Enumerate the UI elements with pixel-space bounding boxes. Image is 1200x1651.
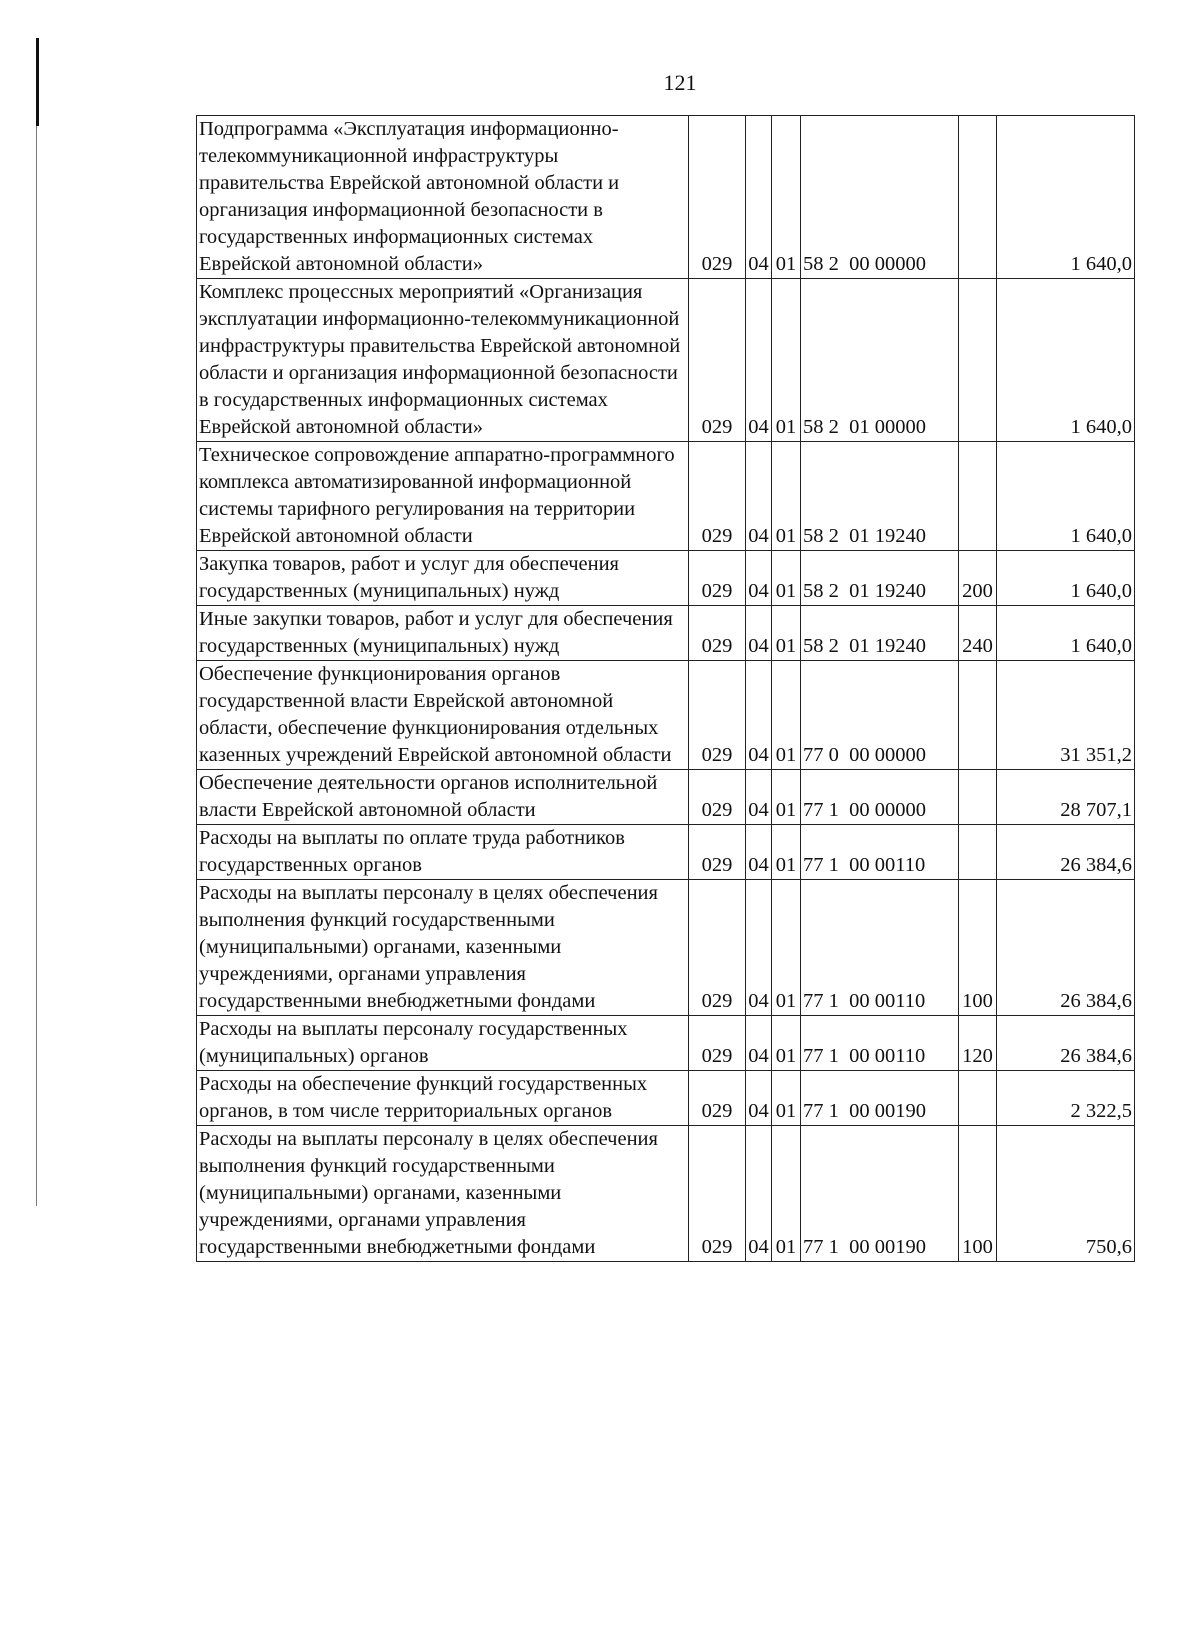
row-name: Обеспечение функционирования органов государственной власти Еврейской автономной области, обеспечение функционирования отдельных казенных учреждений Еврейской автономной области — [197, 661, 689, 770]
table-row — [197, 661, 1135, 770]
row-target-article-code: 77 1 00 00190 — [801, 1071, 959, 1126]
row-grbs-code: 029 — [689, 606, 746, 661]
row-section-code: 04 — [746, 1071, 772, 1126]
row-name: Расходы на выплаты персоналу государственных (муниципальных) органов — [197, 1016, 689, 1071]
row-amount: 31 351,2 — [997, 661, 1135, 770]
row-expense-type-code — [959, 1071, 997, 1126]
row-grbs-code: 029 — [689, 880, 746, 1016]
row-section-code: 04 — [746, 279, 772, 442]
row-expense-type-code: 240 — [959, 606, 997, 661]
row-amount: 1 640,0 — [997, 442, 1135, 551]
row-target-article-code: 77 1 00 00110 — [801, 825, 959, 880]
row-subsection-code: 01 — [772, 279, 801, 442]
row-amount: 1 640,0 — [997, 279, 1135, 442]
row-name: Подпрограмма «Эксплуатация информационно-телекоммуникационной инфраструктуры правительства Еврейской автономной области и организация информационной безопасности в государственных информационных системах Еврейской автономной области» — [197, 116, 689, 279]
row-subsection-code: 01 — [772, 770, 801, 825]
row-subsection-code: 01 — [772, 1126, 801, 1262]
row-section-code: 04 — [746, 661, 772, 770]
row-grbs-code: 029 — [689, 116, 746, 279]
row-amount: 750,6 — [997, 1126, 1135, 1262]
row-section-code: 04 — [746, 825, 772, 880]
row-grbs-code: 029 — [689, 770, 746, 825]
row-subsection-code: 01 — [772, 442, 801, 551]
row-target-article-code: 77 1 00 00110 — [801, 880, 959, 1016]
row-grbs-code: 029 — [689, 279, 746, 442]
row-grbs-code: 029 — [689, 1016, 746, 1071]
row-section-code: 04 — [746, 606, 772, 661]
row-amount: 1 640,0 — [997, 551, 1135, 606]
row-grbs-code: 029 — [689, 442, 746, 551]
table-row — [197, 551, 1135, 606]
row-expense-type-code: 100 — [959, 880, 997, 1016]
table-row — [197, 825, 1135, 880]
row-name: Расходы на выплаты персоналу в целях обеспечения выполнения функций государственными (муниципальными) органами, казенными учреждениями, органами управления государственными внебюджетными фондами — [197, 1126, 689, 1262]
table-row — [197, 770, 1135, 825]
row-grbs-code: 029 — [689, 1071, 746, 1126]
table-row — [197, 1016, 1135, 1071]
row-name: Техническое сопровождение аппаратно-программного комплекса автоматизированной информационной системы тарифного регулирования на территории Еврейской автономной области — [197, 442, 689, 551]
row-grbs-code: 029 — [689, 661, 746, 770]
row-name: Закупка товаров, работ и услуг для обеспечения государственных (муниципальных) нужд — [197, 551, 689, 606]
row-expense-type-code — [959, 770, 997, 825]
budget-table — [196, 115, 1135, 1262]
row-subsection-code: 01 — [772, 606, 801, 661]
row-expense-type-code — [959, 661, 997, 770]
row-grbs-code: 029 — [689, 825, 746, 880]
row-grbs-code: 029 — [689, 551, 746, 606]
row-target-article-code: 58 2 01 19240 — [801, 551, 959, 606]
row-subsection-code: 01 — [772, 1016, 801, 1071]
table-row — [197, 1126, 1135, 1262]
row-subsection-code: 01 — [772, 825, 801, 880]
row-expense-type-code — [959, 279, 997, 442]
row-amount: 26 384,6 — [997, 880, 1135, 1016]
row-amount: 28 707,1 — [997, 770, 1135, 825]
row-target-article-code: 77 0 00 00000 — [801, 661, 959, 770]
row-target-article-code: 58 2 01 19240 — [801, 442, 959, 551]
row-target-article-code: 58 2 00 00000 — [801, 116, 959, 279]
row-amount: 26 384,6 — [997, 1016, 1135, 1071]
table-row — [197, 880, 1135, 1016]
row-name: Расходы на обеспечение функций государственных органов, в том числе территориальных органов — [197, 1071, 689, 1126]
page-number: 121 — [663, 70, 697, 95]
row-expense-type-code: 200 — [959, 551, 997, 606]
row-amount: 1 640,0 — [997, 606, 1135, 661]
table-row — [197, 606, 1135, 661]
row-expense-type-code — [959, 442, 997, 551]
row-section-code: 04 — [746, 1126, 772, 1262]
row-subsection-code: 01 — [772, 1071, 801, 1126]
table-row — [197, 116, 1135, 279]
row-subsection-code: 01 — [772, 661, 801, 770]
row-target-article-code: 77 1 00 00110 — [801, 1016, 959, 1071]
table-row — [197, 442, 1135, 551]
row-amount: 2 322,5 — [997, 1071, 1135, 1126]
row-name: Иные закупки товаров, работ и услуг для обеспечения государственных (муниципальных) нужд — [197, 606, 689, 661]
table-row — [197, 1071, 1135, 1126]
row-subsection-code: 01 — [772, 116, 801, 279]
row-name: Обеспечение деятельности органов исполнительной власти Еврейской автономной области — [197, 770, 689, 825]
row-section-code: 04 — [746, 116, 772, 279]
row-name: Комплекс процессных мероприятий «Организация эксплуатации информационно-телекоммуникационной инфраструктуры правительства Еврейской автономной области и организация информационной безопасности в государственных информационных системах Еврейской автономной области» — [197, 279, 689, 442]
row-subsection-code: 01 — [772, 880, 801, 1016]
scan-margin-line — [36, 126, 37, 1206]
row-amount: 1 640,0 — [997, 116, 1135, 279]
row-expense-type-code — [959, 116, 997, 279]
row-section-code: 04 — [746, 770, 772, 825]
row-amount: 26 384,6 — [997, 825, 1135, 880]
table-row — [197, 279, 1135, 442]
row-section-code: 04 — [746, 442, 772, 551]
row-expense-type-code: 100 — [959, 1126, 997, 1262]
row-section-code: 04 — [746, 880, 772, 1016]
row-target-article-code: 77 1 00 00190 — [801, 1126, 959, 1262]
row-name: Расходы на выплаты по оплате труда работников государственных органов — [197, 825, 689, 880]
row-expense-type-code — [959, 825, 997, 880]
row-grbs-code: 029 — [689, 1126, 746, 1262]
budget-table-body — [197, 116, 1135, 1262]
row-subsection-code: 01 — [772, 551, 801, 606]
row-target-article-code: 58 2 01 19240 — [801, 606, 959, 661]
row-target-article-code: 77 1 00 00000 — [801, 770, 959, 825]
row-target-article-code: 58 2 01 00000 — [801, 279, 959, 442]
row-expense-type-code: 120 — [959, 1016, 997, 1071]
row-section-code: 04 — [746, 1016, 772, 1071]
row-name: Расходы на выплаты персоналу в целях обеспечения выполнения функций государственными (муниципальными) органами, казенными учреждениями, органами управления государственными внебюджетными фондами — [197, 880, 689, 1016]
row-section-code: 04 — [746, 551, 772, 606]
